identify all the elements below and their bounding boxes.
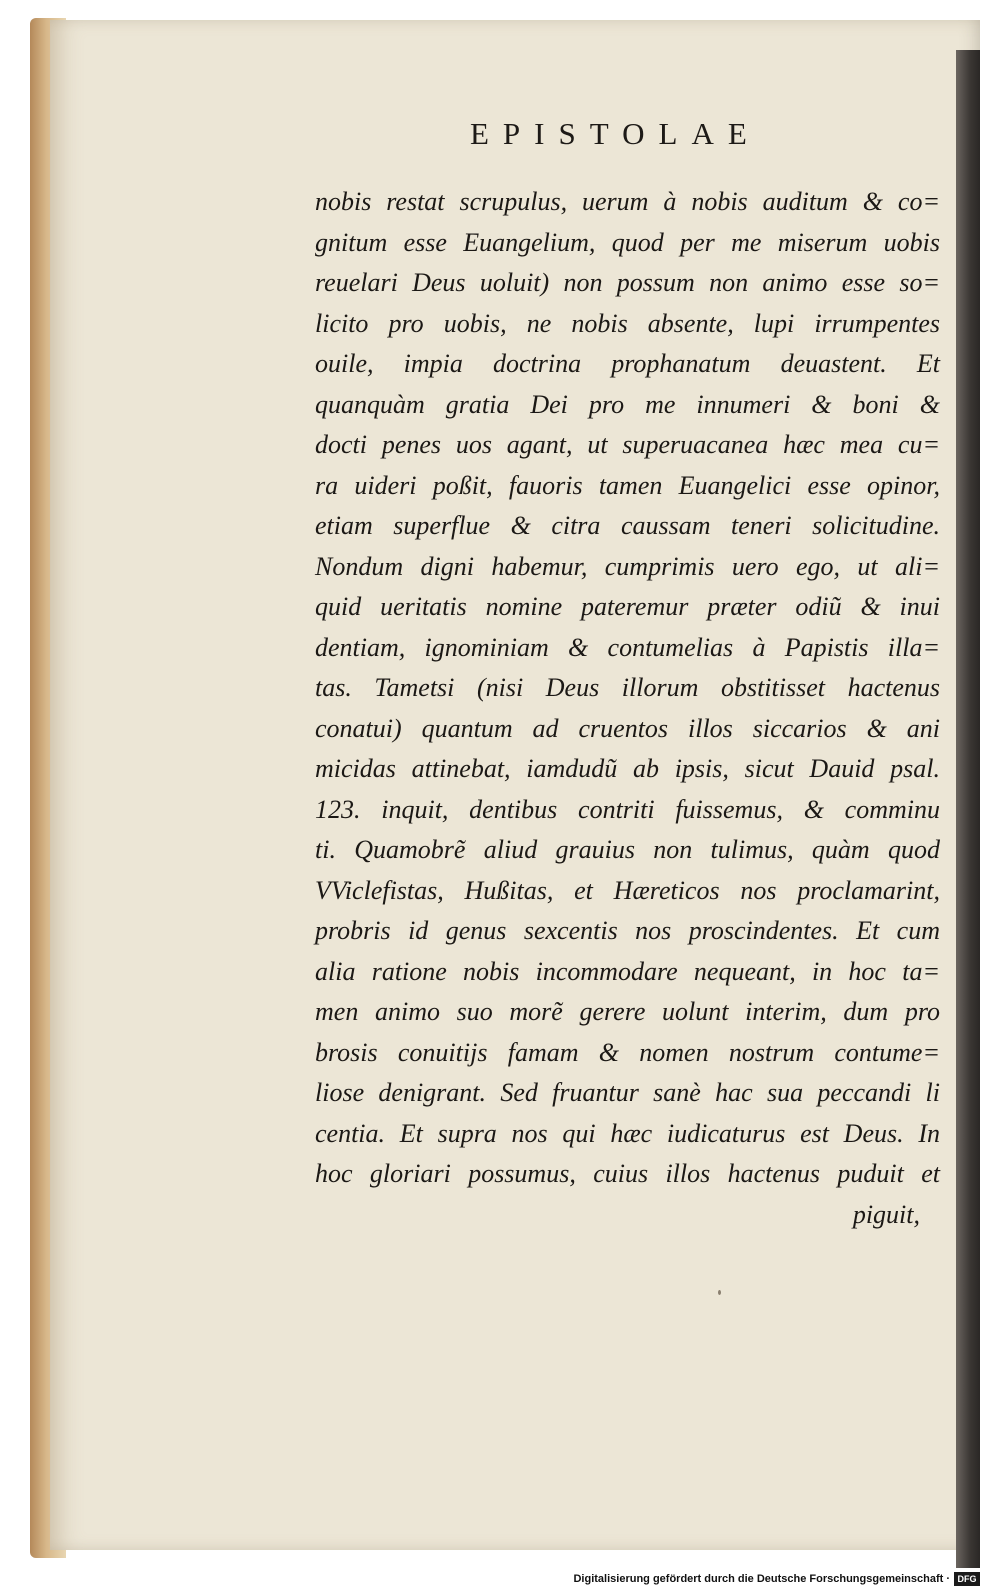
text-line: alia ratione nobis incommodare nequeant, in hoc ta= bbox=[315, 956, 940, 986]
text-line: hoc gloriari possumus, cuius illos hactenus puduit et bbox=[315, 1159, 940, 1188]
running-head: EPISTOLAE bbox=[470, 116, 761, 151]
text-line: docti penes uos agant, ut superuacanea hæc mea cu= bbox=[315, 430, 940, 459]
catchword: piguit, bbox=[852, 1199, 920, 1229]
text-line: ouile, impia doctrina prophanatum deuastent. Et bbox=[315, 349, 940, 378]
text-line: probris id genus sexcentis nos proscindentes. Et cum bbox=[315, 916, 940, 945]
text-line: nobis restat scrupulus, uerum à nobis auditum & co= bbox=[315, 187, 940, 216]
digitization-credit: Digitalisierung gefördert durch die Deutsche Forschungsgemeinschaft · bbox=[573, 1573, 950, 1585]
text-line: etiam superflue & citra caussam teneri solicitudine. bbox=[315, 511, 940, 540]
text-line: ti. Quamobrẽ aliud grauius non tulimus, quàm quod bbox=[315, 835, 940, 864]
text-line: Nondum digni habemur, cumprimis uero ego, ut ali= bbox=[315, 551, 940, 581]
text-line: gnitum esse Euangelium, quod per me miserum uobis bbox=[315, 227, 940, 257]
text-line: micidas attinebat, iamdudũ ab ipsis, sicut Dauid psal. bbox=[315, 754, 940, 783]
text-line: centia. Et supra nos qui hæc iudicaturus est Deus. In bbox=[315, 1118, 940, 1148]
text-line: VViclefistas, Hußitas, et Hæreticos nos proclamarint, bbox=[315, 875, 940, 905]
text-line: quanquàm gratia Dei pro me innumeri & boni & bbox=[315, 389, 940, 419]
text-line: dentiam, ignominiam & contumelias à Papistis illa= bbox=[315, 632, 940, 662]
main-text bbox=[315, 182, 940, 1235]
text-line: men animo suo morẽ gerere uolunt interim, dum pro bbox=[315, 997, 940, 1026]
text-line: quid ueritatis nomine pateremur præter odiũ & inui bbox=[315, 592, 940, 621]
text-line: tas. Tametsi (nisi Deus illorum obstitisset hactenus bbox=[315, 673, 940, 702]
dfg-logo: DFG bbox=[954, 1572, 980, 1586]
paper-speck bbox=[718, 1290, 721, 1295]
text-line: liose denigrant. Sed fruantur sanè hac sua peccandi li bbox=[315, 1078, 940, 1107]
text-line: 123. inquit, dentibus contriti fuissemus, & comminu bbox=[315, 794, 940, 824]
text-line: ra uideri poßit, fauoris tamen Euangelici esse opinor, bbox=[315, 470, 940, 500]
text-line: reuelari Deus uoluit) non possum non animo esse so= bbox=[315, 268, 940, 297]
text-line: conatui) quantum ad cruentos illos siccarios & ani bbox=[315, 713, 940, 743]
text-line: licito pro uobis, ne nobis absente, lupi irrumpentes bbox=[315, 308, 940, 338]
text-line: brosis conuitijs famam & nomen nostrum contume= bbox=[315, 1037, 940, 1067]
page-binding bbox=[956, 50, 980, 1570]
